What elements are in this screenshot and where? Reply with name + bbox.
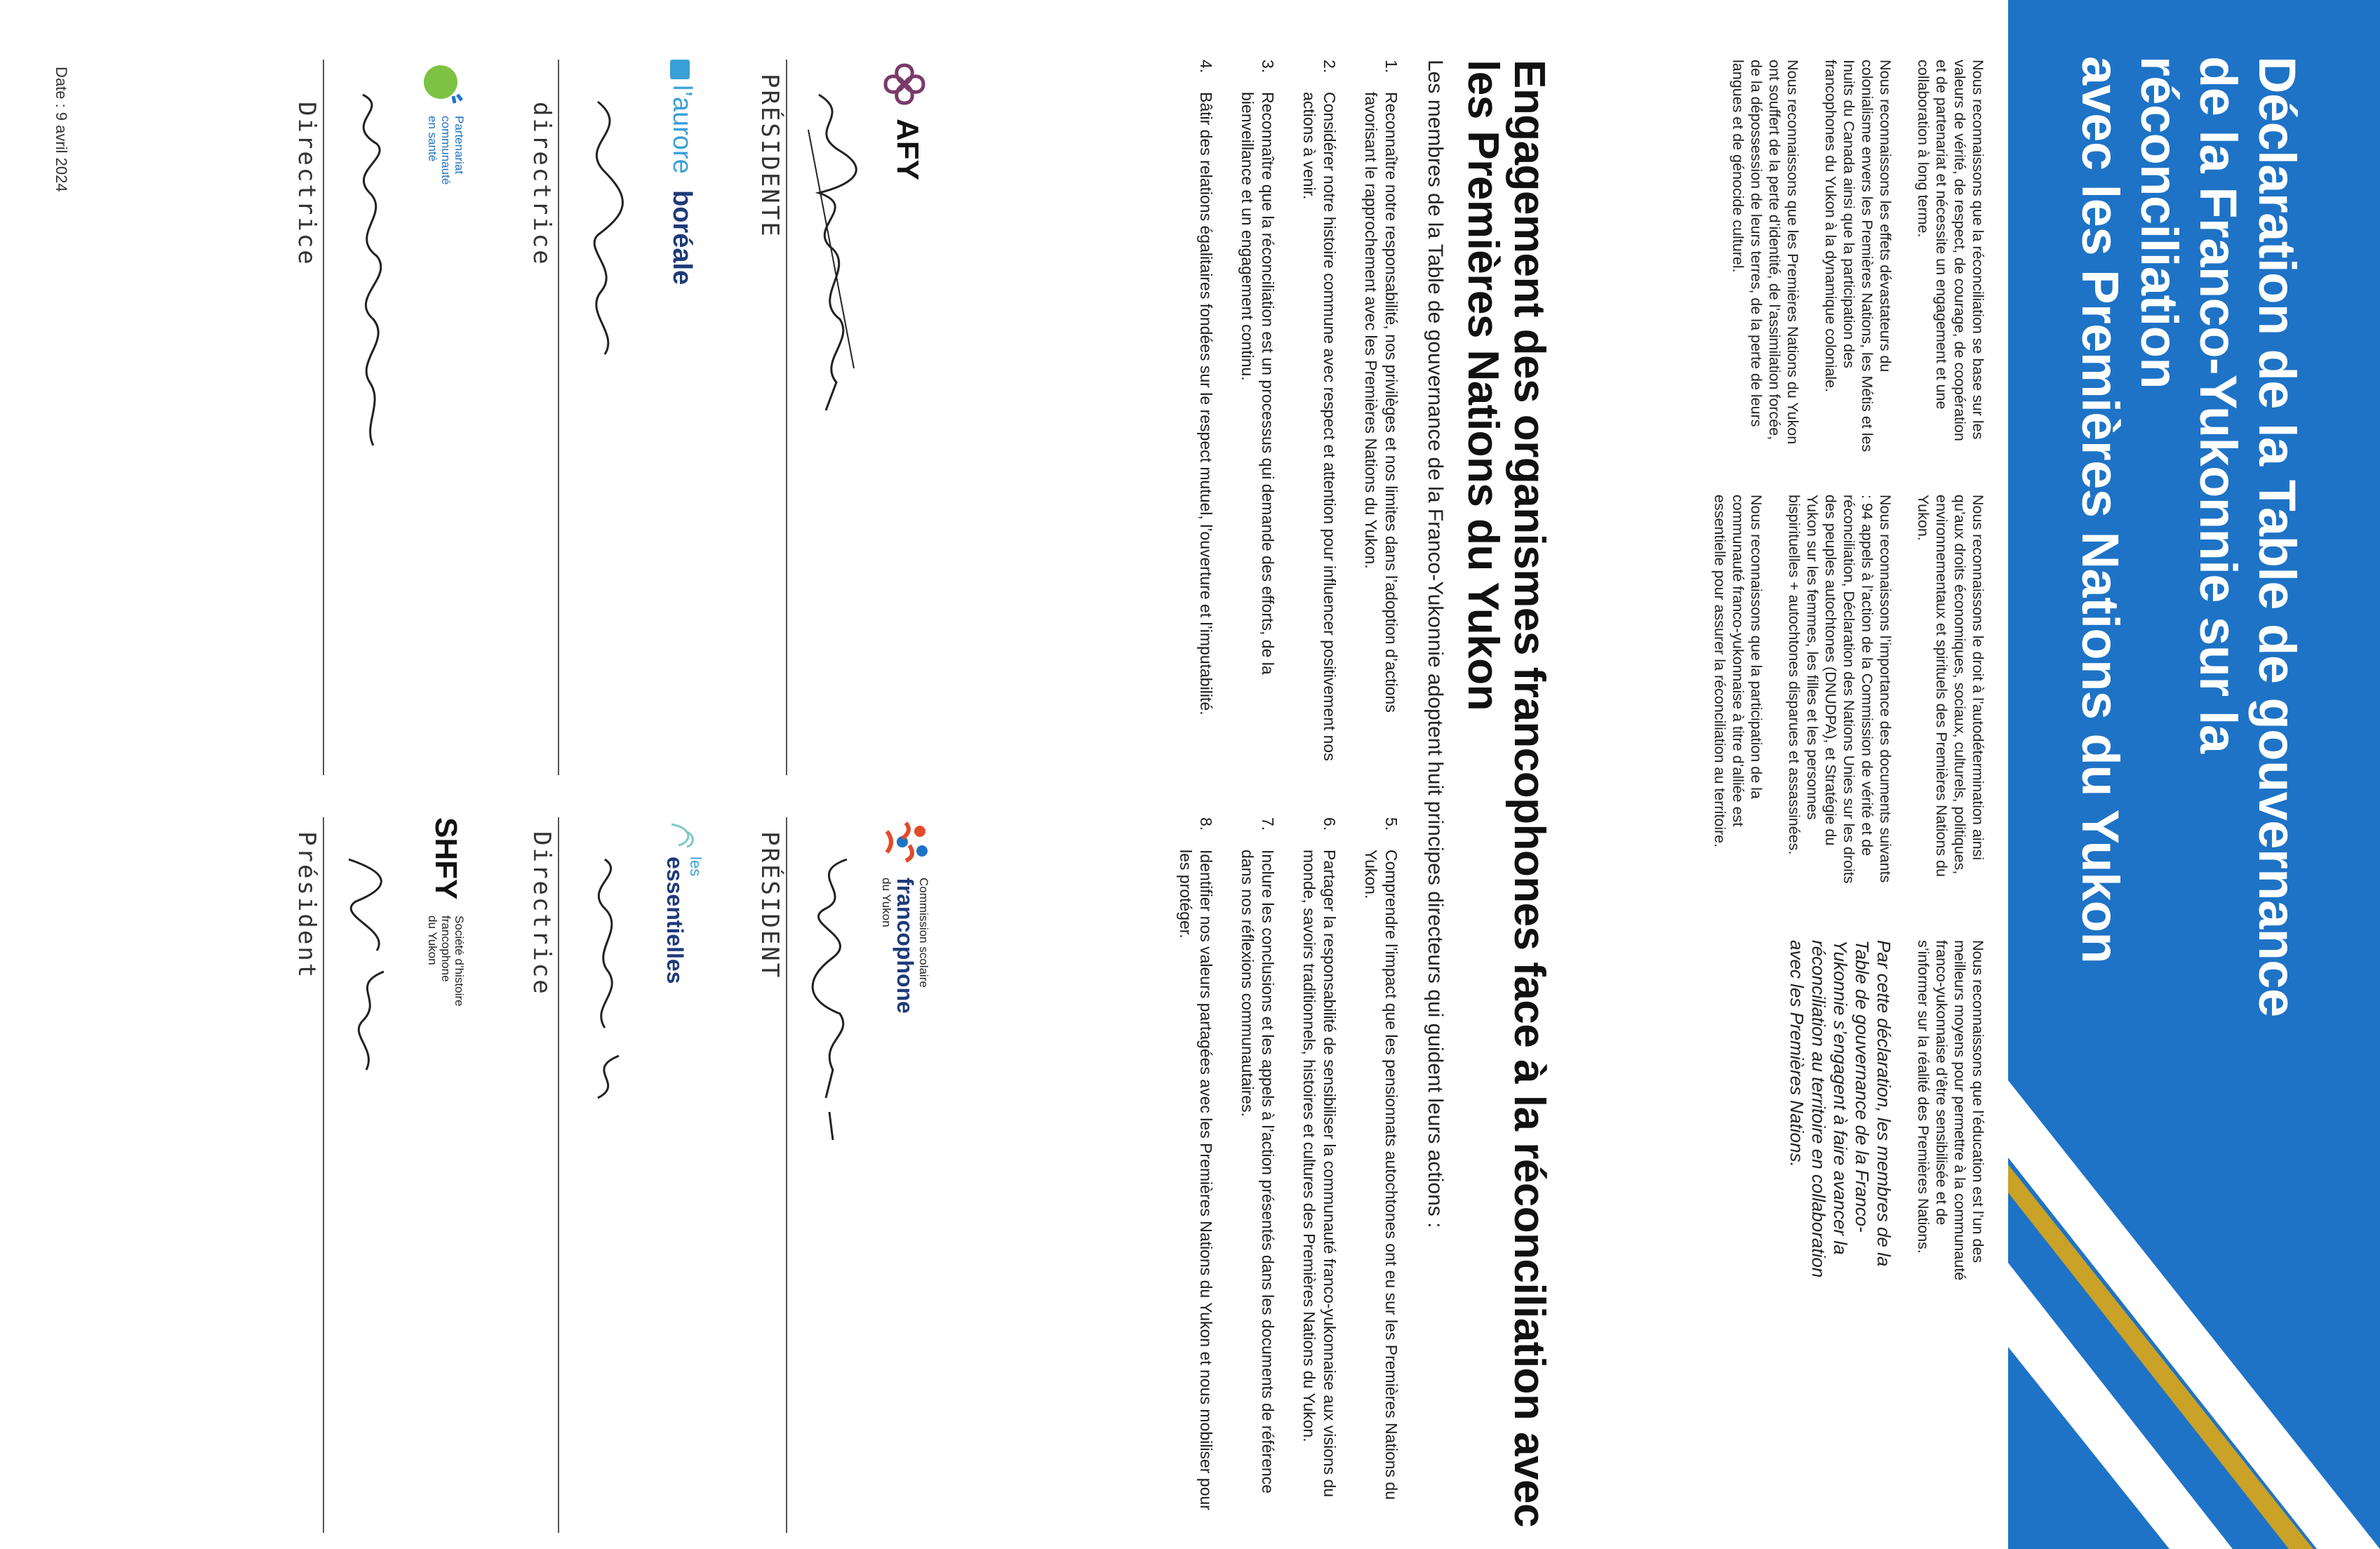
signatory-title: PRÉSIDENTE bbox=[756, 74, 784, 239]
principle-number: 6. bbox=[1321, 817, 1339, 831]
afy-logo bbox=[871, 60, 935, 775]
principle-number: 1. bbox=[1382, 60, 1400, 74]
csfy-signature bbox=[791, 845, 868, 1182]
principle-text: Comprendre l’impact que les pensionnats autochtones ont eu sur les Premières Nations du Yukon. bbox=[1362, 850, 1400, 1500]
shfy-logo-line: Société d’histoire bbox=[453, 916, 466, 1007]
aurore-logo-text: boréale bbox=[667, 190, 697, 286]
aurore-square-icon bbox=[670, 60, 690, 79]
aurore-signature bbox=[563, 88, 640, 424]
aurore-logo-text: l’aurore bbox=[667, 85, 697, 174]
essentielles-logo-line: essentielles bbox=[662, 857, 688, 984]
signature-block-shfy bbox=[247, 817, 472, 1533]
csfy-logo-line: francophone bbox=[893, 878, 918, 1014]
principle-number: 8. bbox=[1197, 817, 1215, 831]
essentielles-logo bbox=[643, 817, 707, 1533]
principle-item bbox=[1237, 817, 1278, 1519]
signature-line bbox=[786, 60, 787, 775]
signature-block-aurore-boreale bbox=[482, 60, 707, 775]
engagement-subtitle: Les membres de la Table de gouvernance de la Franco-Yukonnie adoptent huit principes directeurs qui guident leurs actions : bbox=[1424, 60, 1447, 1228]
shfy-logo-subtext bbox=[426, 916, 466, 1006]
signatory-title: PRÉSIDENT bbox=[756, 831, 784, 980]
essentielles-flourish-icon bbox=[664, 817, 700, 852]
principle-item bbox=[1299, 817, 1339, 1519]
csfy-logo bbox=[871, 817, 935, 1533]
aurore-boreale-logo bbox=[643, 60, 707, 775]
principle-number: 2. bbox=[1321, 60, 1339, 74]
signature-block-partenariat bbox=[247, 60, 472, 775]
principle-text: Reconnaître que la réconciliation est un processus qui demande des efforts, de la bienveillance et un engagement continu. bbox=[1238, 92, 1277, 675]
principle-number: 5. bbox=[1382, 817, 1400, 831]
csfy-people-icon bbox=[881, 817, 930, 866]
principle-item bbox=[1196, 60, 1216, 761]
essentielles-logo-text bbox=[663, 857, 704, 984]
afy-emblem-icon bbox=[880, 60, 929, 109]
intro-paragraph: Nous reconnaissons le droit à l’autodétermination ainsi qu’aux droits économiques, sociaux, culturels, politiques, environnementaux et spirituels des Premières Nations du Yukon. bbox=[1915, 495, 1986, 877]
csfy-logo-text bbox=[880, 878, 930, 1014]
intro-paragraph: Nous reconnaissons que les Premières Nations du Yukon ont souffert de la perte d’identité, de l’assimilation forcée, de la dépossession de leurs terres, de la perte de leurs langues et de génocide culturel. bbox=[1730, 60, 1801, 445]
essentielles-signature bbox=[563, 845, 640, 1182]
signature-line bbox=[558, 60, 559, 775]
partenariat-logo-line: en santé bbox=[426, 116, 439, 162]
shfy-logo-line: du Yukon bbox=[426, 916, 439, 965]
partenariat-logo bbox=[408, 60, 472, 775]
intro-right-column bbox=[1691, 495, 1987, 887]
partenariat-signature bbox=[328, 88, 405, 467]
partenariat-logo-line: communauté bbox=[439, 116, 453, 185]
intro-paragraph: Nous reconnaissons que la participation de la communauté franco-yukonnaise à titre d’alliée est essentielle pour assurer la réconciliation au territoire. bbox=[1711, 495, 1765, 848]
principle-item bbox=[1175, 817, 1216, 1519]
signature-line bbox=[323, 60, 324, 775]
partenariat-logo-text bbox=[426, 116, 466, 185]
principles-list-right bbox=[1154, 817, 1401, 1519]
signatory-title: directrice bbox=[528, 102, 556, 267]
signature-line bbox=[558, 817, 559, 1533]
csfy-logo-line: du Yukon bbox=[880, 878, 893, 927]
afy-logo-text: AFY bbox=[890, 119, 925, 180]
signatory-title: Directrice bbox=[293, 102, 321, 267]
shfy-logo-line: francophone bbox=[439, 916, 453, 982]
principle-item bbox=[1361, 817, 1401, 1519]
header-band bbox=[2008, 0, 2380, 1549]
principle-item bbox=[1299, 60, 1339, 761]
signature-block-csfy bbox=[710, 817, 935, 1533]
principle-number: 3. bbox=[1259, 60, 1277, 74]
principle-item bbox=[1237, 60, 1278, 761]
intro-paragraph: Nous reconnaissons l’importance des documents suivants : 94 appels à l’action de la Commission de vérité et de réconciliation, Déclaration des Nations Unies sur les droits des peuples autochtones (DNUDPA), et Stratégie du Yukon sur les femmes, les filles et les personnes bispirituelles + autochtones disparues et assassinées. bbox=[1786, 495, 1894, 884]
signature-line bbox=[786, 817, 787, 1533]
signatory-title: Président bbox=[293, 831, 321, 980]
principle-number: 4. bbox=[1197, 60, 1215, 74]
shfy-logo-text: SHFY bbox=[429, 817, 463, 900]
signature-block-afy bbox=[710, 60, 935, 775]
shfy-signature bbox=[328, 845, 405, 1182]
apple-leaf-icon bbox=[418, 60, 467, 109]
afy-signature bbox=[791, 88, 868, 424]
intro-paragraph: Nous reconnaissons que la réconciliation se base sur les valeurs de vérité, de respect, de courage, de coopération et de partenariat et nécessite un engagement et une collaboration à long terme. bbox=[1915, 60, 1986, 441]
principle-text: Bâtir des relations égalitaires fondées sur le respect mutuel, l’ouverture et l’imputabilité. bbox=[1197, 92, 1215, 716]
intro-left-column bbox=[1709, 60, 1987, 452]
principle-text: Partager la responsabilité de sensibiliser la communauté franco-yukonnaise aux visions du monde, savoirs traditionnels, histoires et cultures des Premières Nations du Yukon. bbox=[1300, 850, 1339, 1498]
signature-line bbox=[323, 817, 324, 1533]
principle-text: Identifier nos valeurs partagées avec les Premières Nations du Yukon et nous mobiliser pour les protéger. bbox=[1177, 850, 1215, 1510]
shfy-logo bbox=[408, 817, 472, 1533]
closing-statement: Par cette déclaration, les membres de la Table de gouvernance de la Franco-Yukonnie s’engagent à faire avancer la réconciliation au territoire en collaboration avec les Premières Nations. bbox=[1786, 940, 1894, 1278]
intro-paragraph: Nous reconnaissons que l’éducation est l’un des meilleurs moyens pour permettre à la communauté franco-yukonnaise d’être sensibilisée et de s’informer sur la réalité des Premières Nations. bbox=[1915, 940, 1986, 1281]
principle-text: Inclure les conclusions et les appels à l’action présentés dans les documents de référence dans nos réflexions communautaires. bbox=[1238, 850, 1277, 1494]
signatory-title: Directrice bbox=[528, 831, 556, 996]
intro-third-column bbox=[1766, 940, 1987, 1291]
document-date: Date : 9 avril 2024 bbox=[53, 67, 70, 192]
principle-number: 7. bbox=[1259, 817, 1277, 831]
partenariat-logo-line: Partenariat bbox=[453, 116, 466, 175]
essentielles-logo-line: les bbox=[687, 857, 704, 877]
declaration-title: Déclaration de la Table de gouvernance de la Franco-Yukonnie sur la réconciliation avec les Premières Nations du Yukon bbox=[2071, 56, 2306, 1017]
principles-list-left bbox=[1175, 60, 1401, 761]
principle-text: Considérer notre histoire commune avec respect et attention pour influencer positivement nos actions à venir. bbox=[1300, 92, 1339, 761]
principle-text: Reconnaître notre responsabilité, nos privilèges et nos limites dans l’adoption d’actions favorisant le rapprochement avec les Premières Nations du Yukon. bbox=[1362, 92, 1400, 713]
signature-block-essentielles bbox=[482, 817, 707, 1533]
engagement-title: Engagement des organismes francophones face à la réconciliation avec les Premières Nations du Yukon bbox=[1459, 60, 1553, 1527]
header-decoration bbox=[2008, 982, 2380, 1549]
csfy-logo-line: Commission scolaire bbox=[917, 878, 930, 988]
principle-item bbox=[1361, 60, 1401, 761]
intro-paragraph: Nous reconnaissons les effets dévastateurs du colonialisme envers les Premières Nations, les Métis et les Inuits du Canada ainsi que la participation des francophones du Yukon à la dynamique coloniale. bbox=[1822, 60, 1894, 452]
